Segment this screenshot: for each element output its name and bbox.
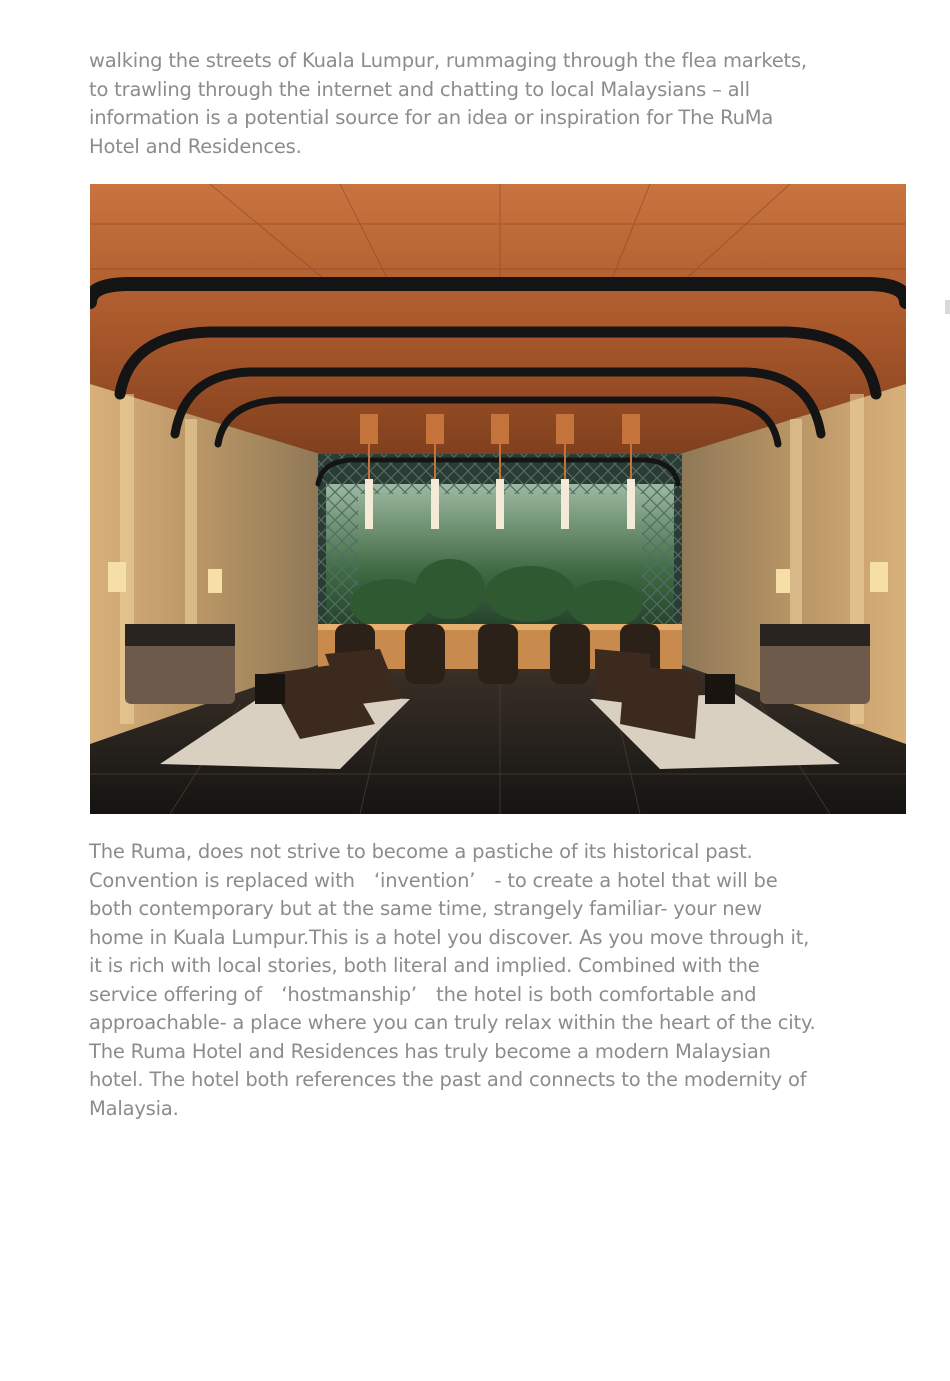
hotel-lobby-photo bbox=[90, 184, 906, 814]
body-line: Convention is replaced with ‘invention’ - to create a hotel that will be bbox=[89, 868, 778, 892]
intro-line: to trawling through the internet and chatting to local Malaysians – all bbox=[89, 77, 750, 101]
page-edge-mark bbox=[945, 300, 950, 314]
body-line: service offering of ‘hostmanship’ the hotel is both comfortable and bbox=[89, 982, 757, 1006]
intro-line: Hotel and Residences. bbox=[89, 134, 302, 158]
body-line: hotel. The hotel both references the past and connects to the modernity of bbox=[89, 1068, 807, 1091]
intro-line: information is a potential source for an idea or inspiration for The RuMa bbox=[89, 106, 774, 129]
body-line: approachable- a place where you can truly relax within the heart of the city. bbox=[89, 1011, 816, 1034]
body-line: Malaysia. bbox=[89, 1096, 179, 1120]
body-paragraph bbox=[89, 838, 879, 1123]
body-line: both contemporary but at the same time, strangely familiar- your new bbox=[89, 897, 762, 920]
intro-paragraph bbox=[89, 47, 879, 161]
body-line: The Ruma, does not strive to become a pastiche of its historical past. bbox=[89, 840, 753, 863]
body-line: The Ruma Hotel and Residences has truly become a modern Malaysian bbox=[89, 1039, 771, 1063]
body-line: home in Kuala Lumpur.This is a hotel you discover. As you move through it, bbox=[89, 925, 810, 949]
body-line: it is rich with local stories, both literal and implied. Combined with the bbox=[89, 954, 760, 977]
intro-line: walking the streets of Kuala Lumpur, rummaging through the flea markets, bbox=[89, 49, 807, 72]
